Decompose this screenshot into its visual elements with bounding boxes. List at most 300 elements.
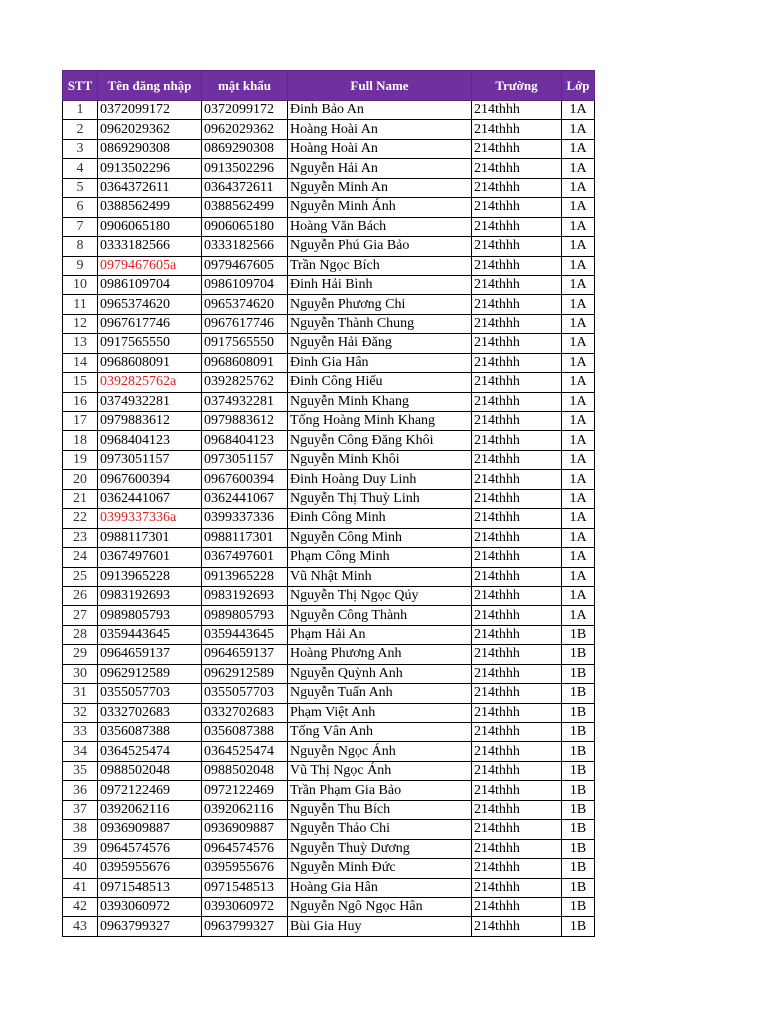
cell-password: 0392825762 bbox=[202, 373, 288, 392]
cell-full-name: Đinh Công Hiếu bbox=[288, 373, 472, 392]
table-row bbox=[63, 625, 595, 644]
cell-school: 214thhh bbox=[472, 839, 562, 858]
cell-school: 214thhh bbox=[472, 431, 562, 450]
cell-username: 0906065180 bbox=[98, 217, 202, 236]
cell-full-name: Trần Ngọc Bích bbox=[288, 256, 472, 275]
cell-school: 214thhh bbox=[472, 139, 562, 158]
table-row bbox=[63, 198, 595, 217]
cell-class: 1A bbox=[562, 567, 595, 586]
cell-username: 0988117301 bbox=[98, 528, 202, 547]
cell-password: 0913502296 bbox=[202, 159, 288, 178]
cell-school: 214thhh bbox=[472, 859, 562, 878]
table-row bbox=[63, 723, 595, 742]
cell-password: 0332702683 bbox=[202, 703, 288, 722]
cell-school: 214thhh bbox=[472, 800, 562, 819]
cell-class: 1B bbox=[562, 703, 595, 722]
table-row bbox=[63, 373, 595, 392]
cell-password: 0913965228 bbox=[202, 567, 288, 586]
cell-username: 0388562499 bbox=[98, 198, 202, 217]
cell-school: 214thhh bbox=[472, 528, 562, 547]
cell-full-name: Phạm Hải An bbox=[288, 625, 472, 644]
cell-username: 0965374620 bbox=[98, 295, 202, 314]
table-row bbox=[63, 897, 595, 916]
cell-full-name: Đinh Bảo An bbox=[288, 101, 472, 120]
table-row bbox=[63, 412, 595, 431]
cell-class: 1A bbox=[562, 373, 595, 392]
cell-class: 1A bbox=[562, 256, 595, 275]
table-row bbox=[63, 528, 595, 547]
cell-password: 0906065180 bbox=[202, 217, 288, 236]
cell-password: 0979467605 bbox=[202, 256, 288, 275]
cell-password: 0392062116 bbox=[202, 800, 288, 819]
cell-class: 1B bbox=[562, 800, 595, 819]
cell-full-name: Nguyễn Thu Bích bbox=[288, 800, 472, 819]
cell-password: 0869290308 bbox=[202, 139, 288, 158]
cell-password: 0988502048 bbox=[202, 761, 288, 780]
cell-class: 1A bbox=[562, 606, 595, 625]
cell-stt: 18 bbox=[63, 431, 98, 450]
table-row bbox=[63, 684, 595, 703]
table-row bbox=[63, 742, 595, 761]
cell-class: 1A bbox=[562, 178, 595, 197]
cell-username: 0967617746 bbox=[98, 314, 202, 333]
cell-username: 0869290308 bbox=[98, 139, 202, 158]
header-row bbox=[63, 71, 595, 101]
cell-password: 0388562499 bbox=[202, 198, 288, 217]
cell-password: 0367497601 bbox=[202, 548, 288, 567]
cell-class: 1A bbox=[562, 275, 595, 294]
cell-stt: 24 bbox=[63, 548, 98, 567]
cell-stt: 22 bbox=[63, 509, 98, 528]
cell-full-name: Vũ Nhật Minh bbox=[288, 567, 472, 586]
cell-full-name: Nguyễn Phương Chi bbox=[288, 295, 472, 314]
cell-stt: 12 bbox=[63, 314, 98, 333]
cell-full-name: Nguyễn Thảo Chi bbox=[288, 820, 472, 839]
cell-password: 0372099172 bbox=[202, 101, 288, 120]
cell-stt: 40 bbox=[63, 859, 98, 878]
cell-class: 1A bbox=[562, 412, 595, 431]
cell-class: 1A bbox=[562, 528, 595, 547]
cell-class: 1A bbox=[562, 431, 595, 450]
cell-class: 1B bbox=[562, 859, 595, 878]
cell-username: 0979467605a bbox=[98, 256, 202, 275]
cell-stt: 41 bbox=[63, 878, 98, 897]
cell-class: 1B bbox=[562, 878, 595, 897]
cell-username: 0963799327 bbox=[98, 917, 202, 936]
table-row bbox=[63, 178, 595, 197]
cell-school: 214thhh bbox=[472, 761, 562, 780]
cell-full-name: Nguyễn Thành Chung bbox=[288, 314, 472, 333]
cell-school: 214thhh bbox=[472, 412, 562, 431]
cell-password: 0973051157 bbox=[202, 450, 288, 469]
cell-stt: 32 bbox=[63, 703, 98, 722]
cell-stt: 4 bbox=[63, 159, 98, 178]
cell-school: 214thhh bbox=[472, 664, 562, 683]
cell-school: 214thhh bbox=[472, 450, 562, 469]
cell-school: 214thhh bbox=[472, 120, 562, 139]
cell-password: 0359443645 bbox=[202, 625, 288, 644]
cell-password: 0374932281 bbox=[202, 392, 288, 411]
header-class: Lớp bbox=[562, 71, 595, 101]
cell-stt: 16 bbox=[63, 392, 98, 411]
cell-username: 0355057703 bbox=[98, 684, 202, 703]
header-password: mật khẩu bbox=[202, 71, 288, 101]
cell-full-name: Nguyễn Minh Đức bbox=[288, 859, 472, 878]
cell-password: 0356087388 bbox=[202, 723, 288, 742]
cell-full-name: Nguyễn Ngô Ngọc Hân bbox=[288, 897, 472, 916]
cell-password: 0364372611 bbox=[202, 178, 288, 197]
cell-full-name: Hoàng Gia Hân bbox=[288, 878, 472, 897]
cell-stt: 30 bbox=[63, 664, 98, 683]
cell-full-name: Nguyễn Minh Khôi bbox=[288, 450, 472, 469]
cell-school: 214thhh bbox=[472, 198, 562, 217]
cell-username: 0332702683 bbox=[98, 703, 202, 722]
cell-password: 0333182566 bbox=[202, 237, 288, 256]
cell-class: 1B bbox=[562, 625, 595, 644]
cell-school: 214thhh bbox=[472, 489, 562, 508]
table-row bbox=[63, 159, 595, 178]
cell-class: 1A bbox=[562, 334, 595, 353]
cell-full-name: Phạm Việt Anh bbox=[288, 703, 472, 722]
table-row bbox=[63, 820, 595, 839]
cell-password: 0989805793 bbox=[202, 606, 288, 625]
cell-class: 1A bbox=[562, 217, 595, 236]
cell-password: 0967600394 bbox=[202, 470, 288, 489]
cell-class: 1B bbox=[562, 723, 595, 742]
cell-class: 1A bbox=[562, 159, 595, 178]
table-row bbox=[63, 275, 595, 294]
cell-username: 0973051157 bbox=[98, 450, 202, 469]
cell-stt: 9 bbox=[63, 256, 98, 275]
cell-school: 214thhh bbox=[472, 373, 562, 392]
cell-password: 0983192693 bbox=[202, 586, 288, 605]
table-row bbox=[63, 761, 595, 780]
cell-full-name: Trần Phạm Gia Bảo bbox=[288, 781, 472, 800]
cell-school: 214thhh bbox=[472, 742, 562, 761]
cell-username: 0979883612 bbox=[98, 412, 202, 431]
cell-password: 0971548513 bbox=[202, 878, 288, 897]
cell-class: 1A bbox=[562, 470, 595, 489]
table-row bbox=[63, 800, 595, 819]
cell-full-name: Nguyễn Tuấn Anh bbox=[288, 684, 472, 703]
cell-stt: 34 bbox=[63, 742, 98, 761]
cell-password: 0362441067 bbox=[202, 489, 288, 508]
cell-username: 0392825762a bbox=[98, 373, 202, 392]
cell-full-name: Nguyễn Minh Khang bbox=[288, 392, 472, 411]
cell-password: 0962029362 bbox=[202, 120, 288, 139]
cell-username: 0359443645 bbox=[98, 625, 202, 644]
cell-password: 0979883612 bbox=[202, 412, 288, 431]
table-row bbox=[63, 314, 595, 333]
cell-username: 0971548513 bbox=[98, 878, 202, 897]
cell-class: 1B bbox=[562, 917, 595, 936]
cell-school: 214thhh bbox=[472, 314, 562, 333]
header-stt: STT bbox=[63, 71, 98, 101]
cell-full-name: Đinh Hải Bình bbox=[288, 275, 472, 294]
cell-class: 1B bbox=[562, 664, 595, 683]
table-row bbox=[63, 645, 595, 664]
table-row bbox=[63, 509, 595, 528]
cell-username: 0395955676 bbox=[98, 859, 202, 878]
cell-stt: 8 bbox=[63, 237, 98, 256]
cell-school: 214thhh bbox=[472, 295, 562, 314]
cell-username: 0964659137 bbox=[98, 645, 202, 664]
cell-username: 0362441067 bbox=[98, 489, 202, 508]
cell-full-name: Hoàng Phương Anh bbox=[288, 645, 472, 664]
cell-full-name: Nguyễn Công Thành bbox=[288, 606, 472, 625]
table-row bbox=[63, 353, 595, 372]
cell-password: 0964659137 bbox=[202, 645, 288, 664]
cell-full-name: Hoàng Văn Bách bbox=[288, 217, 472, 236]
table-row bbox=[63, 859, 595, 878]
cell-class: 1B bbox=[562, 645, 595, 664]
cell-school: 214thhh bbox=[472, 353, 562, 372]
cell-class: 1A bbox=[562, 101, 595, 120]
cell-class: 1A bbox=[562, 295, 595, 314]
cell-password: 0967617746 bbox=[202, 314, 288, 333]
table-row bbox=[63, 567, 595, 586]
cell-school: 214thhh bbox=[472, 878, 562, 897]
cell-stt: 37 bbox=[63, 800, 98, 819]
cell-stt: 23 bbox=[63, 528, 98, 547]
cell-class: 1A bbox=[562, 198, 595, 217]
cell-password: 0355057703 bbox=[202, 684, 288, 703]
cell-class: 1A bbox=[562, 548, 595, 567]
cell-username: 0364525474 bbox=[98, 742, 202, 761]
table-row bbox=[63, 256, 595, 275]
cell-password: 0972122469 bbox=[202, 781, 288, 800]
cell-username: 0913965228 bbox=[98, 567, 202, 586]
cell-password: 0936909887 bbox=[202, 820, 288, 839]
table-row bbox=[63, 139, 595, 158]
cell-stt: 10 bbox=[63, 275, 98, 294]
cell-full-name: Tống Vân Anh bbox=[288, 723, 472, 742]
cell-school: 214thhh bbox=[472, 606, 562, 625]
cell-stt: 15 bbox=[63, 373, 98, 392]
cell-full-name: Vũ Thị Ngọc Ánh bbox=[288, 761, 472, 780]
table-row bbox=[63, 217, 595, 236]
cell-password: 0968404123 bbox=[202, 431, 288, 450]
cell-class: 1A bbox=[562, 450, 595, 469]
cell-username: 0968404123 bbox=[98, 431, 202, 450]
cell-full-name: Đinh Hoàng Duy Linh bbox=[288, 470, 472, 489]
cell-username: 0989805793 bbox=[98, 606, 202, 625]
cell-stt: 2 bbox=[63, 120, 98, 139]
table-body bbox=[63, 101, 595, 937]
cell-school: 214thhh bbox=[472, 684, 562, 703]
cell-username: 0356087388 bbox=[98, 723, 202, 742]
cell-username: 0983192693 bbox=[98, 586, 202, 605]
cell-password: 0399337336 bbox=[202, 509, 288, 528]
cell-school: 214thhh bbox=[472, 237, 562, 256]
cell-password: 0364525474 bbox=[202, 742, 288, 761]
table-row bbox=[63, 237, 595, 256]
cell-school: 214thhh bbox=[472, 586, 562, 605]
cell-class: 1A bbox=[562, 489, 595, 508]
table-row bbox=[63, 781, 595, 800]
cell-password: 0963799327 bbox=[202, 917, 288, 936]
table-row bbox=[63, 917, 595, 936]
cell-password: 0917565550 bbox=[202, 334, 288, 353]
cell-username: 0392062116 bbox=[98, 800, 202, 819]
cell-school: 214thhh bbox=[472, 159, 562, 178]
header-school: Trường bbox=[472, 71, 562, 101]
cell-username: 0967600394 bbox=[98, 470, 202, 489]
cell-stt: 39 bbox=[63, 839, 98, 858]
cell-full-name: Nguyễn Hải Đăng bbox=[288, 334, 472, 353]
cell-class: 1B bbox=[562, 684, 595, 703]
cell-username: 0988502048 bbox=[98, 761, 202, 780]
cell-full-name: Hoàng Hoài An bbox=[288, 120, 472, 139]
cell-full-name: Nguyễn Minh Ánh bbox=[288, 198, 472, 217]
cell-username: 0374932281 bbox=[98, 392, 202, 411]
table-row bbox=[63, 392, 595, 411]
cell-stt: 6 bbox=[63, 198, 98, 217]
table-row bbox=[63, 295, 595, 314]
cell-class: 1A bbox=[562, 353, 595, 372]
cell-stt: 26 bbox=[63, 586, 98, 605]
cell-stt: 28 bbox=[63, 625, 98, 644]
table-row bbox=[63, 586, 595, 605]
cell-class: 1B bbox=[562, 839, 595, 858]
header-full-name: Full Name bbox=[288, 71, 472, 101]
cell-full-name: Nguyễn Công Đăng Khôi bbox=[288, 431, 472, 450]
cell-stt: 29 bbox=[63, 645, 98, 664]
cell-username: 0364372611 bbox=[98, 178, 202, 197]
cell-school: 214thhh bbox=[472, 392, 562, 411]
cell-school: 214thhh bbox=[472, 917, 562, 936]
cell-school: 214thhh bbox=[472, 723, 562, 742]
cell-stt: 7 bbox=[63, 217, 98, 236]
cell-full-name: Nguyễn Quỳnh Anh bbox=[288, 664, 472, 683]
cell-full-name: Nguyễn Hải An bbox=[288, 159, 472, 178]
cell-school: 214thhh bbox=[472, 548, 562, 567]
cell-school: 214thhh bbox=[472, 567, 562, 586]
cell-password: 0964574576 bbox=[202, 839, 288, 858]
cell-full-name: Nguyễn Công Minh bbox=[288, 528, 472, 547]
cell-username: 0964574576 bbox=[98, 839, 202, 858]
cell-password: 0395955676 bbox=[202, 859, 288, 878]
cell-class: 1B bbox=[562, 781, 595, 800]
cell-username: 0972122469 bbox=[98, 781, 202, 800]
table-row bbox=[63, 839, 595, 858]
cell-full-name: Hoàng Hoài An bbox=[288, 139, 472, 158]
table-row bbox=[63, 334, 595, 353]
cell-school: 214thhh bbox=[472, 101, 562, 120]
table-row bbox=[63, 450, 595, 469]
header-username: Tên đăng nhập bbox=[98, 71, 202, 101]
cell-stt: 20 bbox=[63, 470, 98, 489]
cell-school: 214thhh bbox=[472, 256, 562, 275]
cell-username: 0333182566 bbox=[98, 237, 202, 256]
cell-class: 1A bbox=[562, 586, 595, 605]
cell-username: 0917565550 bbox=[98, 334, 202, 353]
cell-school: 214thhh bbox=[472, 703, 562, 722]
cell-full-name: Nguyễn Phú Gia Bảo bbox=[288, 237, 472, 256]
cell-class: 1B bbox=[562, 897, 595, 916]
cell-class: 1A bbox=[562, 392, 595, 411]
cell-password: 0393060972 bbox=[202, 897, 288, 916]
cell-full-name: Bùi Gia Huy bbox=[288, 917, 472, 936]
table-row bbox=[63, 431, 595, 450]
cell-school: 214thhh bbox=[472, 645, 562, 664]
cell-username: 0986109704 bbox=[98, 275, 202, 294]
cell-stt: 13 bbox=[63, 334, 98, 353]
student-account-table bbox=[62, 70, 595, 937]
cell-username: 0372099172 bbox=[98, 101, 202, 120]
table-row bbox=[63, 664, 595, 683]
cell-password: 0965374620 bbox=[202, 295, 288, 314]
cell-class: 1A bbox=[562, 509, 595, 528]
cell-stt: 35 bbox=[63, 761, 98, 780]
cell-full-name: Phạm Công Minh bbox=[288, 548, 472, 567]
cell-school: 214thhh bbox=[472, 625, 562, 644]
cell-password: 0988117301 bbox=[202, 528, 288, 547]
cell-full-name: Tống Hoàng Minh Khang bbox=[288, 412, 472, 431]
cell-username: 0936909887 bbox=[98, 820, 202, 839]
cell-username: 0399337336a bbox=[98, 509, 202, 528]
table-row bbox=[63, 606, 595, 625]
cell-full-name: Đinh Công Minh bbox=[288, 509, 472, 528]
table-row bbox=[63, 101, 595, 120]
cell-username: 0962029362 bbox=[98, 120, 202, 139]
cell-school: 214thhh bbox=[472, 334, 562, 353]
cell-class: 1B bbox=[562, 820, 595, 839]
cell-stt: 5 bbox=[63, 178, 98, 197]
cell-school: 214thhh bbox=[472, 217, 562, 236]
cell-class: 1B bbox=[562, 761, 595, 780]
table-row bbox=[63, 878, 595, 897]
cell-username: 0968608091 bbox=[98, 353, 202, 372]
cell-full-name: Nguyễn Ngọc Ánh bbox=[288, 742, 472, 761]
cell-username: 0367497601 bbox=[98, 548, 202, 567]
cell-school: 214thhh bbox=[472, 178, 562, 197]
cell-stt: 17 bbox=[63, 412, 98, 431]
cell-full-name: Nguyễn Thị Thuỳ Linh bbox=[288, 489, 472, 508]
cell-class: 1A bbox=[562, 314, 595, 333]
cell-password: 0986109704 bbox=[202, 275, 288, 294]
cell-full-name: Nguyễn Minh An bbox=[288, 178, 472, 197]
cell-password: 0962912589 bbox=[202, 664, 288, 683]
cell-stt: 43 bbox=[63, 917, 98, 936]
cell-stt: 42 bbox=[63, 897, 98, 916]
cell-class: 1A bbox=[562, 237, 595, 256]
cell-school: 214thhh bbox=[472, 509, 562, 528]
table-row bbox=[63, 489, 595, 508]
cell-full-name: Đinh Gia Hân bbox=[288, 353, 472, 372]
table-row bbox=[63, 703, 595, 722]
cell-stt: 38 bbox=[63, 820, 98, 839]
cell-stt: 11 bbox=[63, 295, 98, 314]
cell-school: 214thhh bbox=[472, 470, 562, 489]
cell-school: 214thhh bbox=[472, 275, 562, 294]
table-row bbox=[63, 548, 595, 567]
table-row bbox=[63, 120, 595, 139]
cell-stt: 31 bbox=[63, 684, 98, 703]
cell-stt: 1 bbox=[63, 101, 98, 120]
cell-username: 0393060972 bbox=[98, 897, 202, 916]
cell-stt: 19 bbox=[63, 450, 98, 469]
cell-class: 1A bbox=[562, 139, 595, 158]
cell-stt: 33 bbox=[63, 723, 98, 742]
cell-stt: 3 bbox=[63, 139, 98, 158]
cell-class: 1B bbox=[562, 742, 595, 761]
cell-school: 214thhh bbox=[472, 820, 562, 839]
table-row bbox=[63, 470, 595, 489]
cell-full-name: Nguyễn Thuỳ Dương bbox=[288, 839, 472, 858]
cell-password: 0968608091 bbox=[202, 353, 288, 372]
cell-username: 0913502296 bbox=[98, 159, 202, 178]
